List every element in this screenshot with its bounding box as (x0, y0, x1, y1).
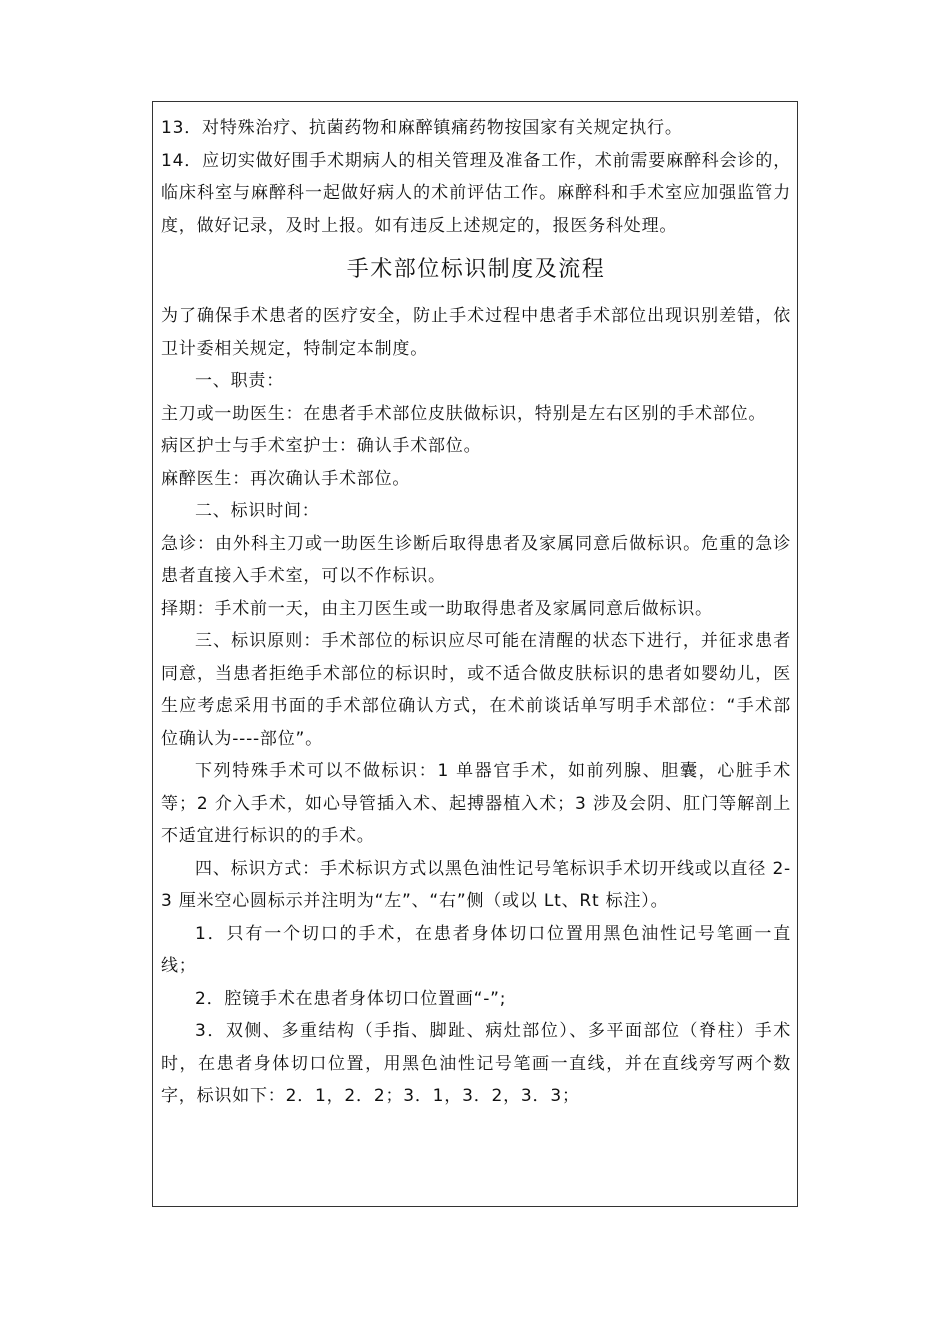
section-3-exceptions: 下列特殊手术可以不做标识：1 单器官手术，如前列腺、胆囊，心脏手术等；2 介入手术，如心导管插入术、起搏器植入术；3 涉及会阴、肛门等解剖上不适宜进行标识的的手术。 (161, 761, 791, 846)
section-1-item-surgeon: 主刀或一助医生：在患者手术部位皮肤做标识，特别是左右区别的手术部位。 (161, 403, 767, 424)
document-content (161, 112, 791, 1113)
section-1-heading: 一、职责： (195, 371, 284, 391)
section-2-item-elective: 择期：手术前一天，由主刀医生或一助取得患者及家属同意后做标识。 (161, 598, 713, 619)
section-2-item-emergency: 急诊：由外科主刀或一助医生诊断后取得患者及家属同意后做标识。危重的急诊患者直接入手术室，可以不作标识。 (161, 533, 791, 586)
section-1-item-nurse: 病区护士与手术室护士：确认手术部位。 (161, 436, 482, 456)
document-frame (152, 101, 798, 1207)
page-title: 手术部位标识制度及流程 (346, 257, 606, 282)
section-4-item-3: 3．双侧、多重结构（手指、脚趾、病灶部位）、多平面部位（脊柱）手术时，在患者身体切口位置，用黑色油性记号笔画一直线，并在直线旁写两个数字，标识如下：2．1，2．2；3．1，3．2，3．3； (161, 1021, 791, 1106)
purpose-paragraph: 为了确保手术患者的医疗安全，防止手术过程中患者手术部位出现识别差错，依卫计委相关规定，特制定本制度。 (161, 306, 791, 359)
section-2-heading: 二、标识时间： (195, 501, 320, 521)
intro-item-14: 14．应切实做好围手术期病人的相关管理及准备工作，术前需要麻醉科会诊的，临床科室与麻醉科一起做好病人的术前评估工作。麻醉科和手术室应加强监管力度，做好记录，及时上报。如有违反上述规定的，报医务科处理。 (161, 150, 791, 236)
section-1-item-anesthetist: 麻醉医生：再次确认手术部位。 (161, 468, 411, 489)
section-4-paragraph: 四、标识方式：手术标识方式以黑色油性记号笔标识手术切开线或以直径 2-3 厘米空心圆标示并注明为“左”、“右”侧（或以 Lt、Rt 标注）。 (161, 858, 791, 911)
section-3-paragraph: 三、标识原则：手术部位的标识应尽可能在清醒的状态下进行，并征求患者同意，当患者拒绝手术部位的标识时，或不适合做皮肤标识的患者如婴幼儿，医生应考虑采用书面的手术部位确认方式，在术前谈话单写明手术部位：“手术部位确认为----部位”。 (161, 631, 791, 749)
intro-item-13: 13．对特殊治疗、抗菌药物和麻醉镇痛药物按国家有关规定执行。 (161, 118, 683, 138)
section-4-item-2: 2．腔镜手术在患者身体切口位置画“-”; (195, 988, 507, 1009)
section-4-item-1: 1．只有一个切口的手术，在患者身体切口位置用黑色油性记号笔画一直线； (161, 923, 791, 976)
